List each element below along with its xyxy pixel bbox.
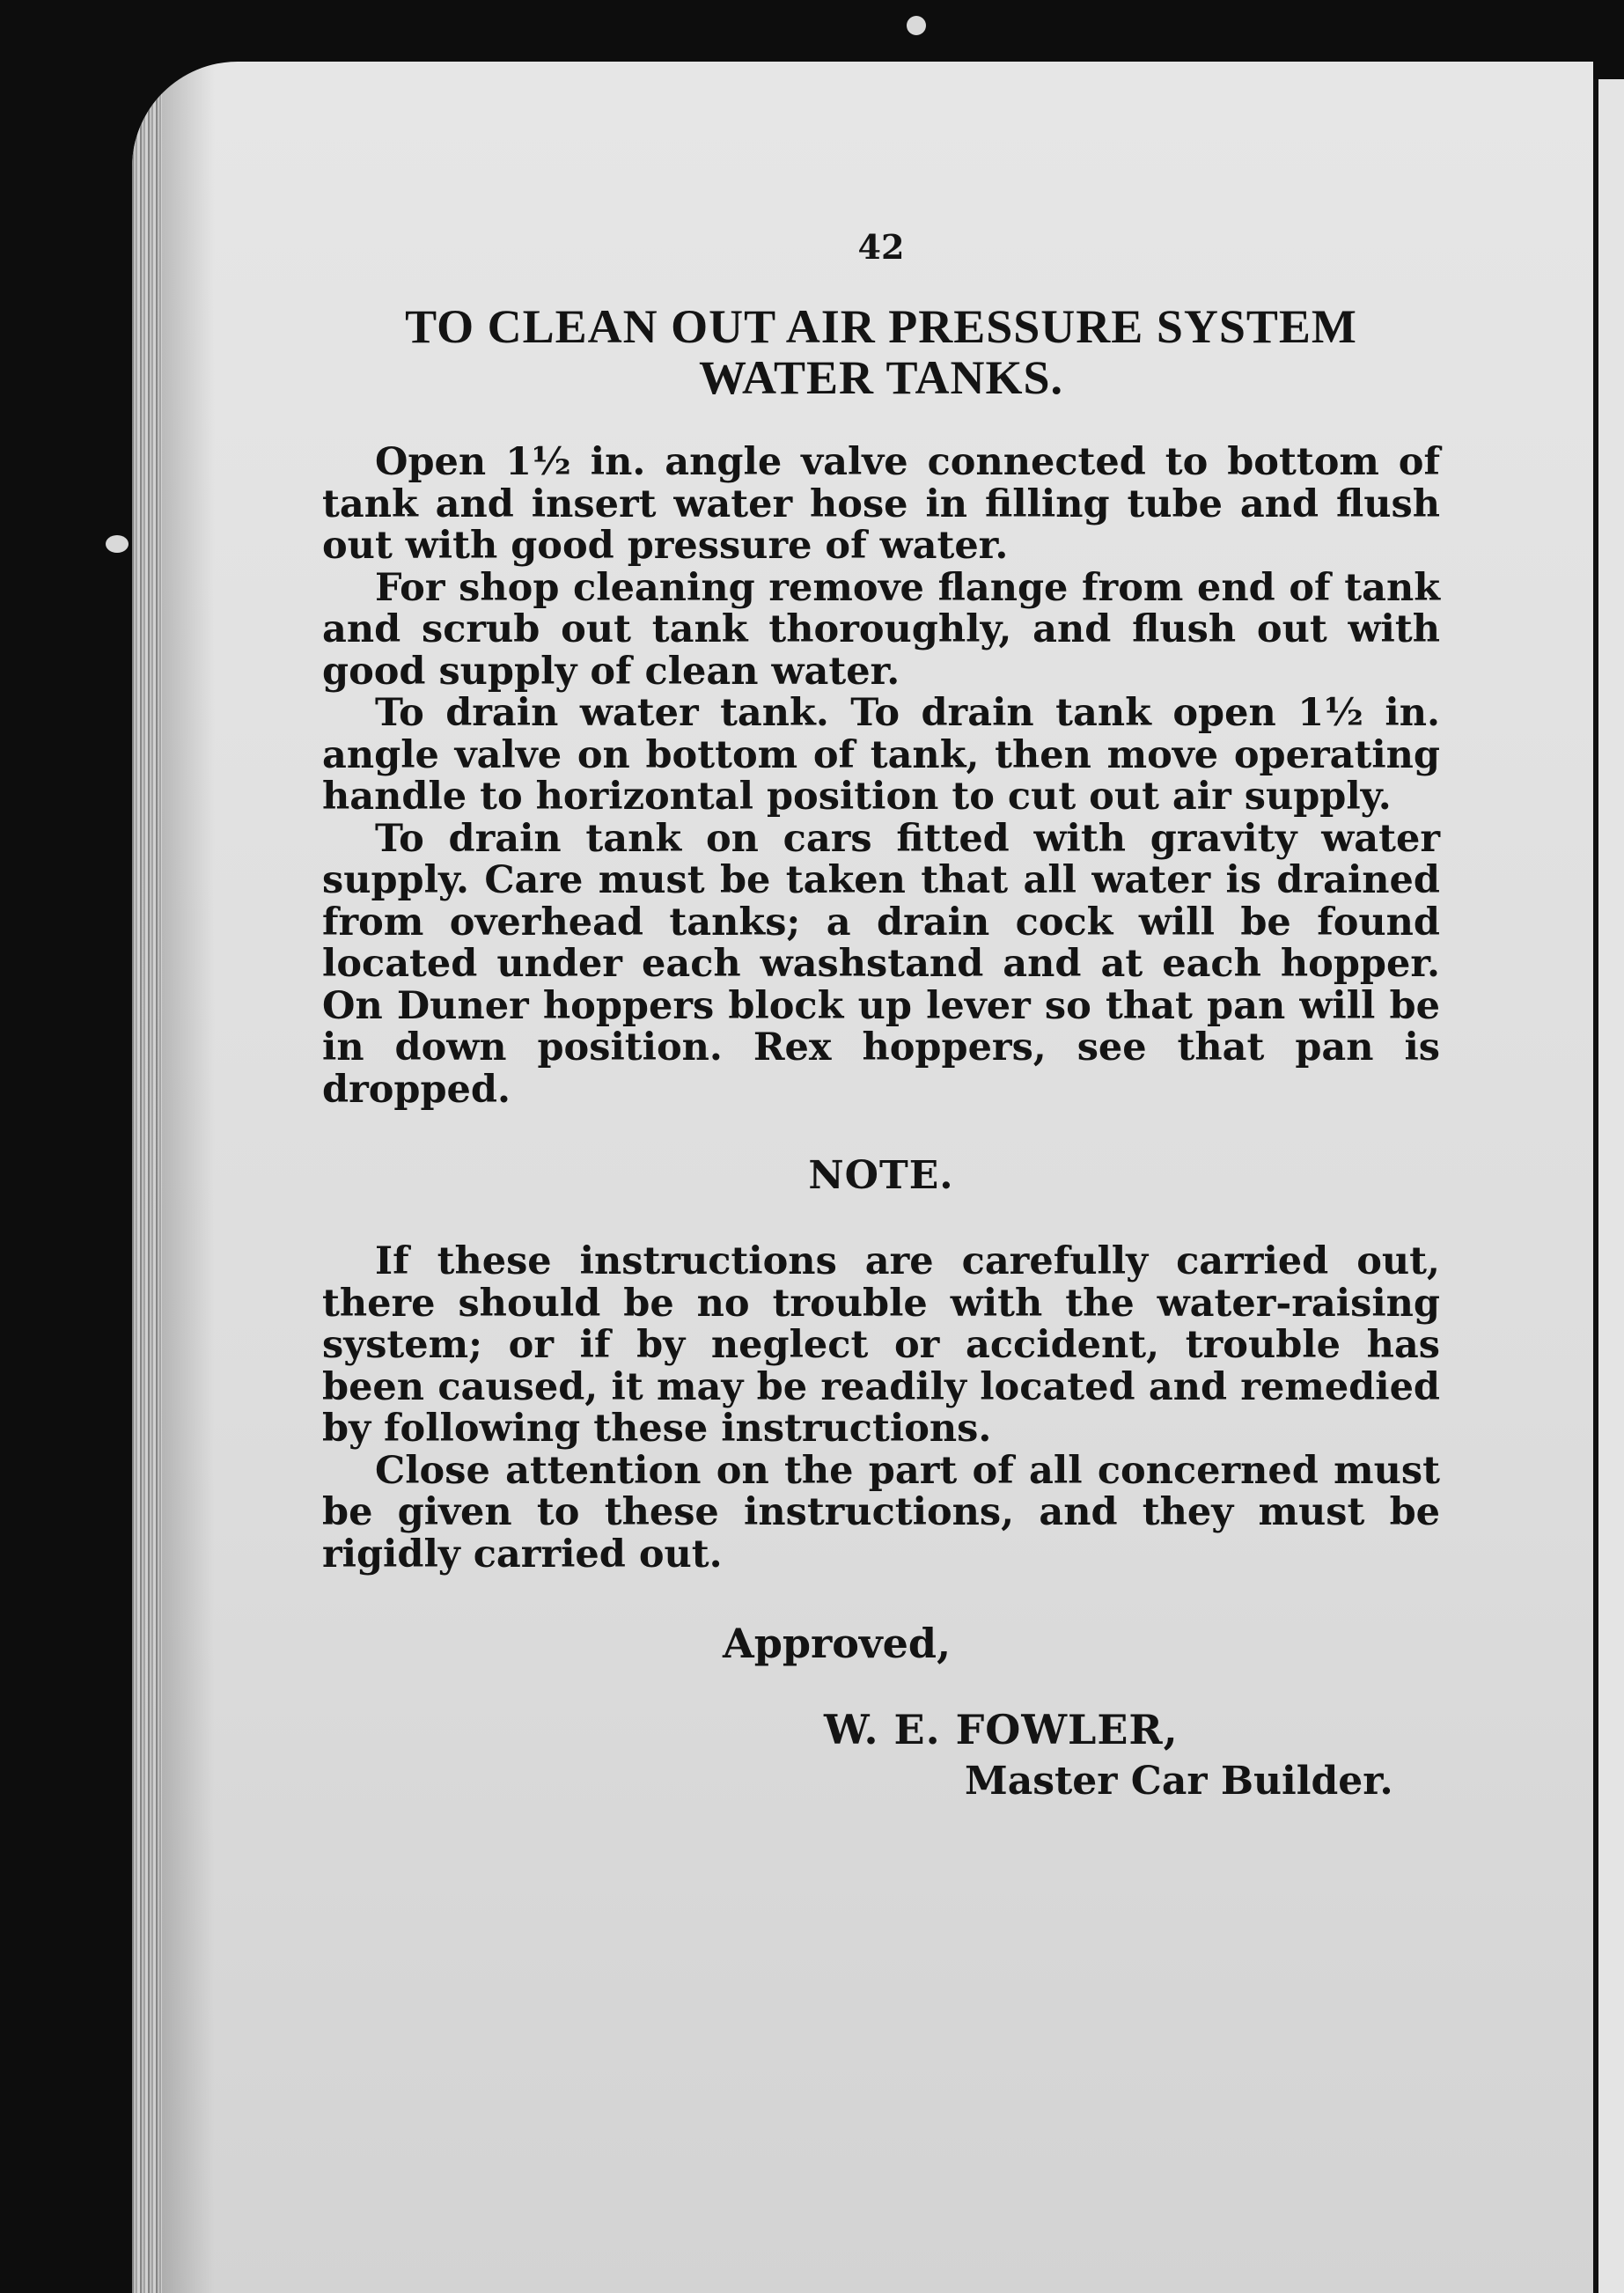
paragraph: Close attention on the part of all concerned must be given to these instructions, and they must be rigidly carried out. xyxy=(322,1448,1440,1576)
signer-name: W. E. FOWLER, xyxy=(824,1706,1179,1753)
paragraph: If these instructions are carefully carried out, there should be no trouble with the water-raising system; or if by neglect or accident, trouble has been caused, it may be readily located and remedied by following these instructions. xyxy=(322,1239,1440,1451)
scan-speck xyxy=(106,535,129,553)
note-heading: NOTE. xyxy=(808,1153,954,1198)
scan-speck xyxy=(907,16,926,35)
signer-title: Master Car Builder. xyxy=(965,1759,1393,1804)
page-title xyxy=(322,301,1440,403)
paragraph: For shop cleaning remove flange from end of tank and scrub out tank thoroughly, and flush out with good supply of clean water. xyxy=(322,565,1440,694)
paragraph: To drain tank on cars fitted with gravity water supply. Care must be taken that all water is drained from overhead tanks; a drain cock will be found located under each washstand and at each hopper. On Duner hoppers block up lever so that pan will be in down position. Rex hoppers, see that pan is dropped. xyxy=(322,816,1440,1112)
note-text xyxy=(322,1241,1440,1576)
page-number: 42 xyxy=(857,227,905,267)
paragraph: Open 1½ in. angle valve connected to bottom of tank and insert water hose in filling tube and flush out with good pressure of water. xyxy=(322,440,1440,568)
paragraph: To drain water tank. To drain tank open 1½ in. angle valve on bottom of tank, then move operating handle to horizontal position to cut out air supply. xyxy=(322,691,1440,819)
cleaning-instructions xyxy=(322,442,1440,1111)
title-line-2: WATER TANKS. xyxy=(698,351,1064,404)
next-page-edge xyxy=(1593,79,1624,2293)
title-line-1: TO CLEAN OUT AIR PRESSURE SYSTEM xyxy=(405,300,1357,353)
approval-line: Approved, xyxy=(723,1620,952,1667)
